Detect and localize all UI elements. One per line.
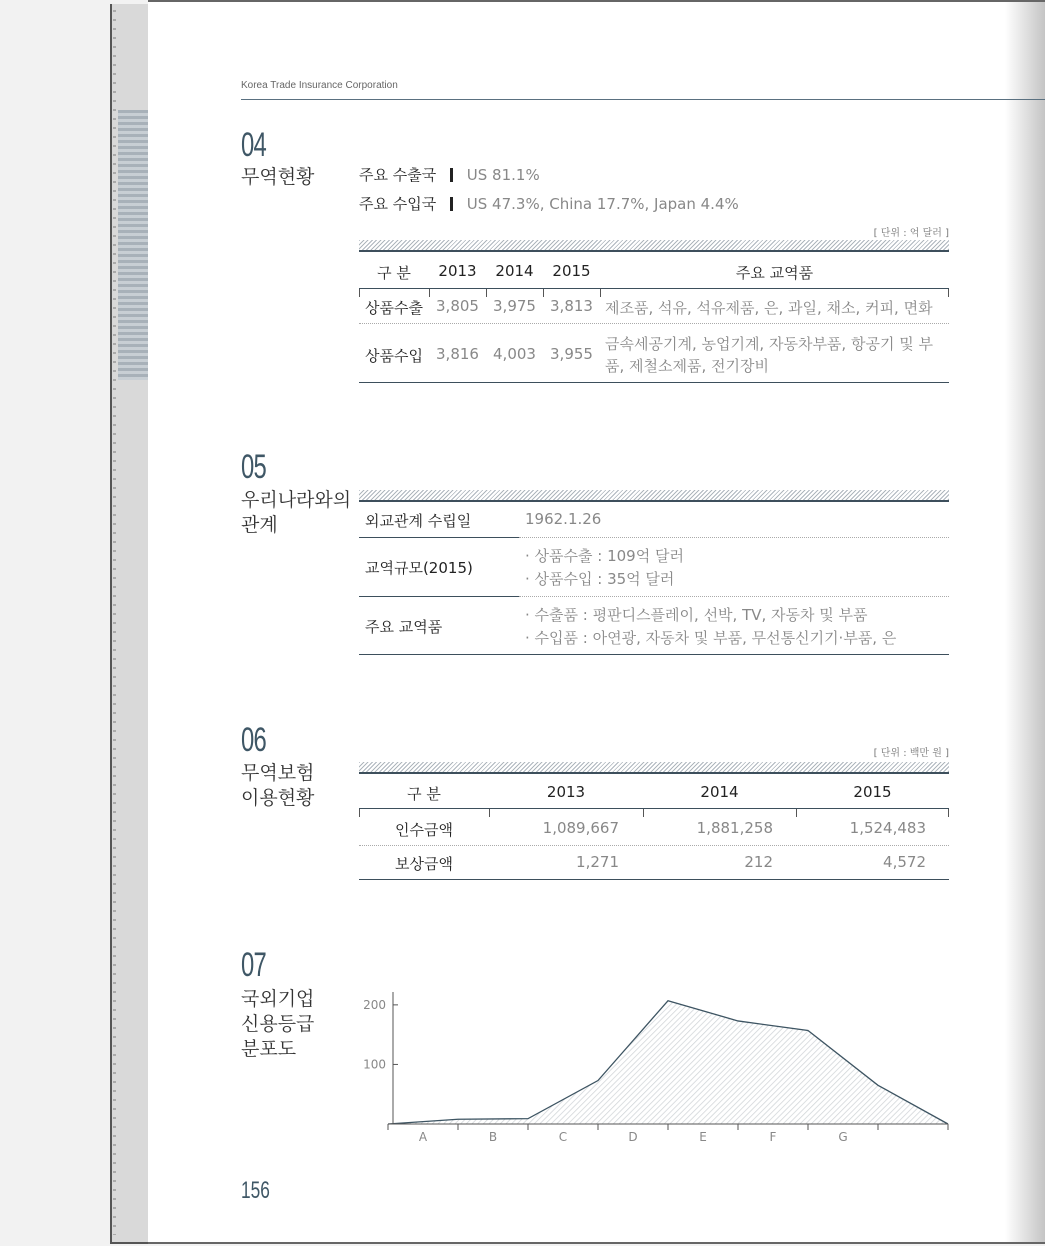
section-07-number: 07	[241, 946, 267, 984]
row-import-2015: 3,955	[550, 345, 593, 363]
relation-value-2a: · 상품수출 : 109억 달러	[525, 547, 684, 565]
section-07-title-1: 국외기업	[241, 988, 315, 1010]
row-underwriting-2013: 1,089,667	[542, 819, 619, 837]
relation-value-3b: · 수입품 : 아연광, 자동차 및 부품, 무선통신기기·부품, 은	[525, 629, 897, 647]
row-import-label: 상품수입	[365, 347, 423, 365]
table-bottom-line	[359, 654, 949, 655]
chart-x-label: F	[769, 1130, 777, 1144]
th6-2015: 2015	[853, 783, 892, 801]
export-value: US 81.1%	[466, 166, 540, 184]
tick	[486, 289, 487, 297]
spine-band	[118, 110, 148, 380]
table-06-unit: [ 단위 : 백만 원 ]	[873, 748, 949, 759]
value-divider	[519, 596, 949, 597]
page	[148, 0, 1045, 1244]
tick	[543, 289, 544, 297]
tick	[600, 289, 601, 297]
import-label: 주요 수입국	[359, 195, 437, 213]
label-divider	[359, 537, 519, 538]
tick	[359, 809, 360, 817]
row-divider	[359, 845, 949, 846]
th-2013: 2013	[438, 262, 477, 280]
header-rule	[241, 99, 1045, 100]
row-import-items-2: 품, 제철소제품, 전기장비	[605, 357, 769, 375]
row-underwriting-2014: 1,881,258	[696, 819, 773, 837]
table-bottom-line	[359, 879, 949, 880]
section-07-title-3: 분포도	[241, 1038, 297, 1060]
chart-x-label: E	[699, 1130, 707, 1144]
tick	[489, 809, 490, 817]
section-05-title-1: 우리나라와의	[241, 489, 352, 511]
th6-2014: 2014	[700, 783, 739, 801]
tick	[429, 289, 430, 297]
th-2015: 2015	[552, 262, 591, 280]
row-claims-label: 보상금액	[395, 855, 453, 873]
table-bottom-line	[359, 382, 949, 383]
spine-dots	[113, 10, 116, 1235]
tick	[796, 809, 797, 817]
section-05-title-2: 관계	[241, 514, 278, 536]
label-divider	[359, 596, 519, 597]
chart-y-label: 100	[363, 1057, 386, 1072]
row-export-2013: 3,805	[436, 297, 479, 315]
value-divider	[519, 537, 949, 538]
tick	[948, 289, 949, 297]
tick	[359, 289, 360, 297]
table-top-line	[359, 772, 949, 774]
chart-x-label: C	[558, 1130, 568, 1144]
row-export-items: 제조품, 석유, 석유제품, 은, 과일, 채소, 커피, 면화	[605, 299, 933, 317]
chart-area-fill	[388, 1001, 948, 1124]
hatch-bar	[359, 762, 949, 772]
export-label: 주요 수출국	[359, 166, 437, 184]
header-divider	[359, 808, 949, 809]
running-header: Korea Trade Insurance Corporation	[241, 80, 398, 91]
header-divider	[359, 288, 949, 289]
separator-bar	[450, 197, 453, 211]
row-divider	[359, 323, 949, 324]
section-07-title-2: 신용등급	[241, 1013, 315, 1035]
section-04-number: 04	[241, 126, 267, 164]
row-claims-2013: 1,271	[576, 853, 619, 871]
page-shade	[1005, 2, 1045, 1242]
table-top-line	[359, 500, 949, 502]
relation-value-2b: · 상품수입 : 35억 달러	[525, 570, 675, 588]
table-top-line	[359, 250, 949, 252]
chart-x-label: A	[418, 1130, 428, 1144]
chart-x-label: G	[838, 1130, 848, 1144]
relation-label-1: 외교관계 수립일	[365, 512, 472, 530]
row-underwriting-2015: 1,524,483	[849, 819, 926, 837]
hatch-bar	[359, 240, 949, 250]
row-import-2013: 3,816	[436, 345, 479, 363]
row-export-label: 상품수출	[365, 299, 423, 317]
row-export-2015: 3,813	[550, 297, 593, 315]
credit-rating-chart	[348, 987, 958, 1152]
th6-category: 구 분	[407, 785, 441, 803]
hatch-bar	[359, 490, 949, 500]
th-2014: 2014	[495, 262, 534, 280]
separator-bar	[450, 168, 453, 182]
relation-label-2: 교역규모(2015)	[365, 559, 473, 577]
export-line	[359, 164, 540, 185]
tick	[643, 809, 644, 817]
section-06-title-1: 무역보험	[241, 762, 315, 784]
section-06-title-2: 이용현황	[241, 787, 315, 809]
relation-label-3: 주요 교역품	[365, 618, 443, 636]
row-export-2014: 3,975	[493, 297, 536, 315]
th-category: 구 분	[377, 264, 411, 282]
table-04-unit: [ 단위 : 억 달러 ]	[873, 228, 949, 239]
section-04-title: 무역현황	[241, 166, 315, 188]
chart-y-label: 200	[363, 997, 386, 1012]
row-import-items-1: 금속세공기계, 농업기계, 자동차부품, 항공기 및 부	[605, 335, 933, 353]
section-05-number: 05	[241, 448, 267, 486]
th-items: 주요 교역품	[735, 264, 814, 282]
relation-value-1: 1962.1.26	[525, 510, 602, 528]
page-number: 156	[241, 1177, 270, 1204]
relation-value-3a: · 수출품 : 평판디스플레이, 선박, TV, 자동차 및 부품	[525, 606, 868, 624]
row-claims-2015: 4,572	[883, 853, 926, 871]
row-import-2014: 4,003	[493, 345, 536, 363]
import-value: US 47.3%, China 17.7%, Japan 4.4%	[466, 195, 739, 213]
chart-x-label: B	[488, 1130, 498, 1144]
section-06-number: 06	[241, 721, 267, 759]
tick	[948, 809, 949, 817]
row-underwriting-label: 인수금액	[395, 821, 453, 839]
th6-2013: 2013	[546, 783, 586, 801]
chart-x-label: D	[628, 1130, 638, 1144]
row-claims-2014: 212	[744, 853, 773, 871]
import-line	[359, 193, 739, 214]
